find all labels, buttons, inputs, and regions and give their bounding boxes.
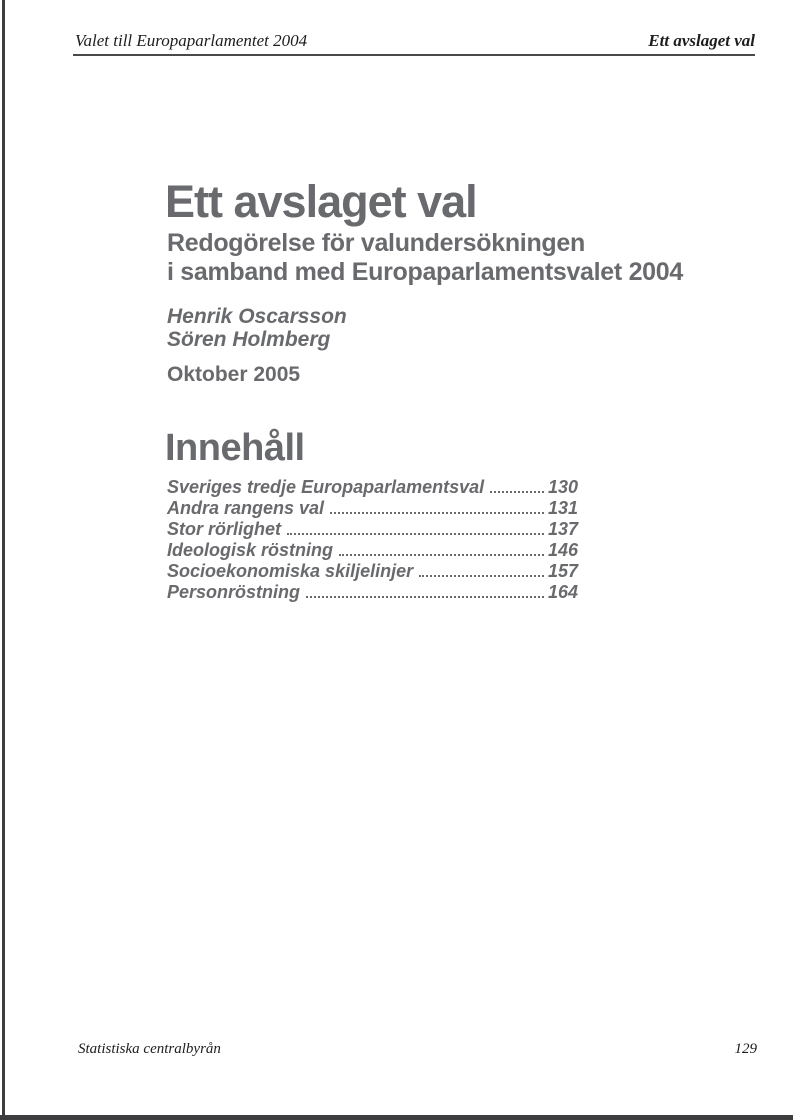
document-subtitle bbox=[167, 229, 683, 287]
toc-item-label: Ideologisk röstning bbox=[167, 540, 334, 560]
toc-page-number: 130 bbox=[547, 477, 578, 497]
toc-dot-leader bbox=[287, 533, 544, 535]
toc-item-label: Personröstning bbox=[167, 582, 301, 602]
toc-page-number: 146 bbox=[547, 540, 578, 560]
document-title: Ett avslaget val bbox=[165, 176, 477, 227]
scan-edge-bottom bbox=[0, 1115, 793, 1120]
header-rule bbox=[73, 54, 755, 56]
toc-item-label: Sveriges tredje Europaparlamentsval bbox=[167, 477, 485, 497]
toc-row bbox=[167, 498, 578, 519]
subtitle-line-1: Redogörelse för valundersökningen bbox=[167, 229, 585, 257]
author-list bbox=[167, 305, 347, 351]
toc-dot-leader bbox=[306, 596, 544, 598]
toc-page-number: 157 bbox=[547, 561, 578, 581]
toc-row bbox=[167, 561, 578, 582]
header-series-title: Valet till Europaparlamentet 2004 bbox=[75, 31, 308, 50]
toc-item-label: Andra rangens val bbox=[167, 498, 325, 518]
toc-page-number: 164 bbox=[547, 582, 578, 602]
toc-row bbox=[167, 477, 578, 498]
toc-item-label: Socioekonomiska skiljelinjer bbox=[167, 561, 414, 581]
author-name-1: Henrik Oscarsson bbox=[167, 305, 347, 328]
toc-row bbox=[167, 540, 578, 561]
scan-edge-left bbox=[2, 0, 5, 1120]
toc-dot-leader bbox=[330, 512, 544, 514]
footer-page-number: 129 bbox=[734, 1041, 757, 1057]
subtitle-line-2: i samband med Europaparlamentsvalet 2004 bbox=[167, 258, 683, 286]
toc-heading: Innehåll bbox=[165, 427, 305, 469]
toc-page-number: 131 bbox=[547, 498, 578, 518]
table-of-contents bbox=[167, 477, 578, 603]
page-footer bbox=[78, 1041, 757, 1058]
header-chapter-title: Ett avslaget val bbox=[648, 31, 755, 50]
publication-date: Oktober 2005 bbox=[167, 363, 301, 386]
page-header bbox=[75, 31, 755, 51]
toc-dot-leader bbox=[490, 491, 544, 493]
toc-row bbox=[167, 519, 578, 540]
toc-row bbox=[167, 582, 578, 603]
toc-item-label: Stor rörlighet bbox=[167, 519, 282, 539]
toc-page-number: 137 bbox=[547, 519, 578, 539]
author-name-2: Sören Holmberg bbox=[167, 328, 331, 351]
toc-dot-leader bbox=[419, 575, 544, 577]
footer-publisher: Statistiska centralbyrån bbox=[78, 1041, 221, 1057]
toc-dot-leader bbox=[339, 554, 544, 556]
